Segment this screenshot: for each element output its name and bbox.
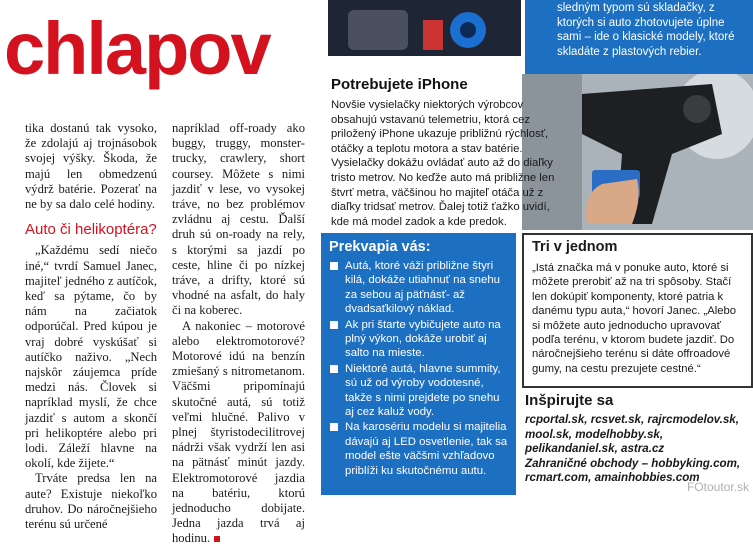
list-item: Autá, ktoré váži približne štyri kilá, dokáže utiahnuť na snehu za sebou aj päťnásť- až dvadsaťkilový náklad. <box>329 259 510 317</box>
rc-car-photo <box>328 0 521 56</box>
inspirujte-links: rcportal.sk, rcsvet.sk, rajrcmodelov.sk, mool.sk, modelhobby.sk, pelikandaniel.sk, astra.cz <box>525 413 739 456</box>
skladacky-text: sledným typom sú skladačky, z ktorých si auto zhotovujete úplne sami – ide o klasické modely, ktoré skladáte z plastových rebier. <box>557 2 735 58</box>
skladacky-box <box>525 0 753 74</box>
iphone-title: Potrebujete iPhone <box>331 76 468 93</box>
tri-v-jednom-text: „Istá značka má v ponuke auto, ktoré si môžete prerobiť až na tri spôsoby. Stačí len dokúpiť komponenty, ktoré patria k danému typu auta,“ hovorí Janec. „Alebo si môžete auto jednoducho upravovať podľa terénu, v ktorom budete jazdiť. Do náročnejšieho terénu si dáte offroadové gumy, na cestu prezujete cestné.“ <box>532 262 737 375</box>
prekvapia-list <box>321 259 516 478</box>
top-photo <box>328 0 521 56</box>
col2-paragraph <box>172 319 305 547</box>
inspirujte-section <box>522 392 753 486</box>
col2-paragraph-text: A nakoniec – motorové alebo elektromotorové? Motorové idú na benzín zmiešaný s nitrometanom. Väčšmi pripomínajú skutočné autá, sú totiž veľmi hlučné. Palivo v plnej štyristodecilitrovej nádrži však vydrží len asi na pätnásť minút jazdy. Elektromotorové jazdia na batériu, ktorú jednoducho dobijate. Jedna jazda trvá aj hodinu. <box>172 318 305 546</box>
col1-paragraph: Trváte predsa len na aute? Existuje niekoľko druhov. Do náročnejšieho terénu sú určené <box>25 471 157 532</box>
article-column-2 <box>172 121 305 547</box>
col1-paragraph: „Každému sedí niečo iné,“ tvrdí Samuel Janec, majiteľ jedného z autíčok, keď sa pýtame, čo by nám na začiatok odporúčal. Pred kúpou je vraj dobré vyskúšať si autíčko naživo. „Nech najskôr záujemca príde medzi nás. Človek si napríklad myslí, že chce jazdiť s autom a skončí pri helikoptére alebo pri lodi. Záleží hlavne na okolí, kde žijete.“ <box>25 243 157 471</box>
prekvapia-box <box>321 233 516 495</box>
tri-v-jednom-box <box>522 233 753 388</box>
headline: chlapov <box>4 7 270 90</box>
watermark: FOtoutor.sk <box>686 480 749 494</box>
list-item: Niektoré autá, hlavne summity, sú už od výroby vodotesné, takže s nimi prejdete po snehu aj cez kaluž vody. <box>329 362 510 420</box>
end-mark <box>214 536 220 542</box>
article-column-1 <box>25 121 157 532</box>
subhead-auto: Auto či helikoptéra? <box>25 221 157 239</box>
list-item: Ak pri štarte vybičujete auto na plný výkon, dokáže urobiť aj salto na mieste. <box>329 318 510 361</box>
inspirujte-shops: Zahraničné obchody – hobbyking.com, rcmart.com, amainhobbies.com <box>525 456 741 485</box>
col2-paragraph: napríklad off-roady ako buggy, truggy, monster-trucky, crawlery, short coursey. Môžete s nimi jazdiť v lese, vo vysokej tráve, no bez problémov zvládnu aj cestu. Ďalší druh sú on-roady na rely, s ktorými sa jazdí po ceste, hline či po nízkej tráve, a drifty, ktoré sú vhodné na asfalt, do haly či na koberec. <box>172 121 305 318</box>
prekvapia-title: Prekvapia vás: <box>329 239 431 255</box>
inspirujte-title: Inšpirujte sa <box>525 392 614 409</box>
iphone-text: Novšie vysielačky niektorých výrobcov obsahujú vstavanú telemetriu, ktorá cez priložený iPhone ukazuje približnú rýchlosť, otáčky a teplotu motora a stav batérie. Vysielačky dokážu ovládať auto až do diaľky tristo metrov. No keďže auto má približne len štvrť metra, väčšinou ho majiteľ otáča už z diaľky tridsať metrov. Ďalej totiž ťažko uvidí, kde má model zadok a kde predok. <box>331 99 555 228</box>
col1-paragraph: tika dostanú tak vysoko, že zdolajú aj trojnásobok svojej výšky. Škoda, že majú len obmedzenú výdrž batérie. Pozerať na ne by sa dalo celé hodiny. <box>25 121 157 212</box>
tri-v-jednom-title: Tri v jednom <box>532 239 618 255</box>
list-item: Na karosériu modelu si majitelia dávajú aj LED osvetlenie, tak sa model ešte väčšmi vzhľadovo priblíži ku skutočnému autu. <box>329 420 510 478</box>
